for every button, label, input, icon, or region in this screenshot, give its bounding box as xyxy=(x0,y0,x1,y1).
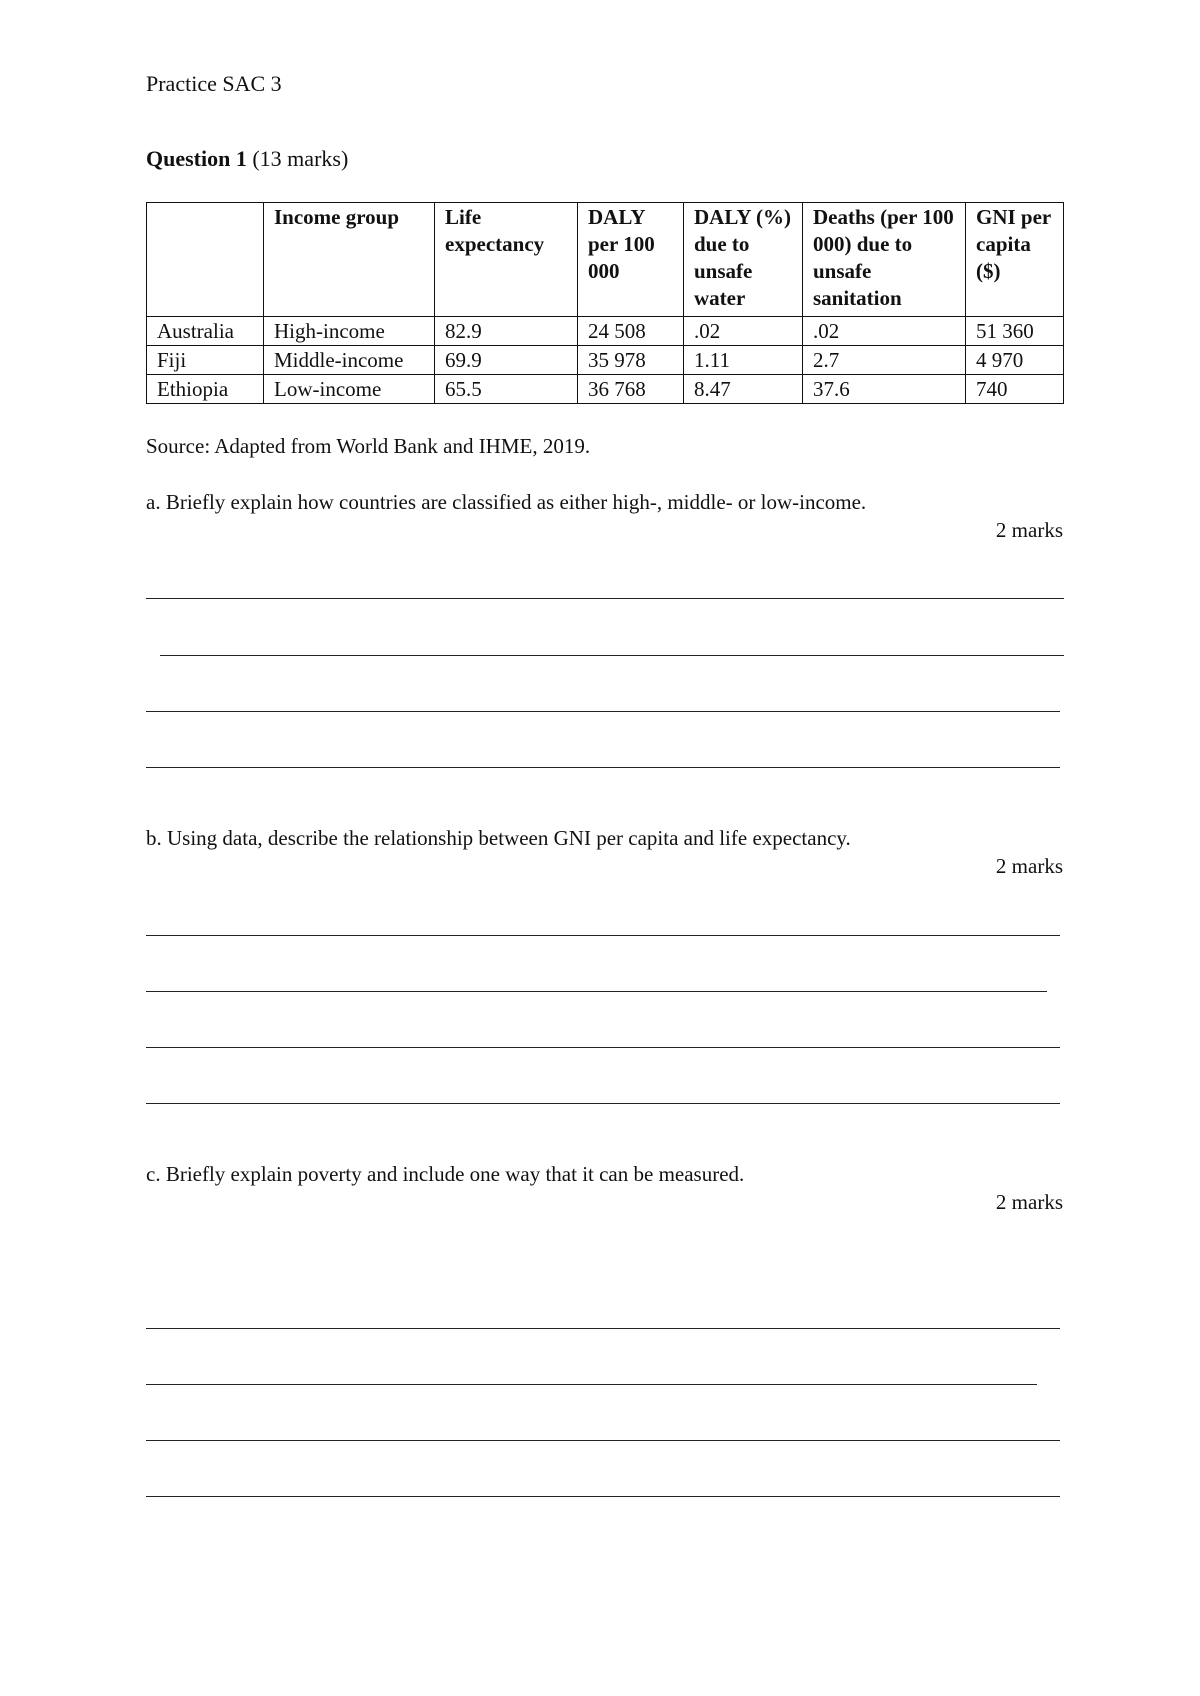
answer-line[interactable] xyxy=(146,935,1060,936)
header-cell: GNI per capita ($) xyxy=(966,203,1064,317)
answer-line[interactable] xyxy=(146,598,1064,599)
answer-line[interactable] xyxy=(146,1440,1060,1441)
table-cell: Low-income xyxy=(264,375,435,404)
answer-line[interactable] xyxy=(146,767,1060,768)
table-cell: 24 508 xyxy=(578,317,684,346)
table-cell: Middle-income xyxy=(264,346,435,375)
header-cell: Income group xyxy=(264,203,435,317)
table-cell: 35 978 xyxy=(578,346,684,375)
table-cell: Australia xyxy=(147,317,264,346)
table-cell: 51 360 xyxy=(966,317,1064,346)
header-cell: Deaths (per 100 000) due to unsafe sanitation xyxy=(803,203,966,317)
table-header-row xyxy=(147,203,1064,317)
answer-line[interactable] xyxy=(146,1496,1060,1497)
table-cell: Fiji xyxy=(147,346,264,375)
table-row xyxy=(147,375,1064,404)
table-cell: 4 970 xyxy=(966,346,1064,375)
table-cell: 37.6 xyxy=(803,375,966,404)
header-cell: DALY (%) due to unsafe water xyxy=(684,203,803,317)
question-c-marks: 2 marks xyxy=(995,1190,1063,1214)
page-header: Practice SAC 3 xyxy=(146,71,282,96)
question-title xyxy=(146,146,348,172)
table-row xyxy=(147,346,1064,375)
header-cell: Life expectancy xyxy=(435,203,578,317)
data-table xyxy=(146,202,1064,404)
table-cell: 36 768 xyxy=(578,375,684,404)
table-row xyxy=(147,317,1064,346)
answer-line[interactable] xyxy=(146,991,1047,992)
table-source: Source: Adapted from World Bank and IHME, 2019. xyxy=(146,434,591,458)
answer-line[interactable] xyxy=(146,1103,1060,1104)
question-b-text: b. Using data, describe the relationship between GNI per capita and life expectancy. xyxy=(146,826,851,850)
question-b-marks: 2 marks xyxy=(995,854,1063,878)
answer-line[interactable] xyxy=(146,1328,1060,1329)
table-cell: 2.7 xyxy=(803,346,966,375)
answer-line[interactable] xyxy=(146,1047,1060,1048)
answer-line[interactable] xyxy=(146,1384,1037,1385)
table-cell: Ethiopia xyxy=(147,375,264,404)
question-marks: (13 marks) xyxy=(252,146,349,171)
answer-line[interactable] xyxy=(146,711,1060,712)
question-c-text: c. Briefly explain poverty and include one way that it can be measured. xyxy=(146,1162,745,1186)
header-cell: DALY per 100 000 xyxy=(578,203,684,317)
table-cell: .02 xyxy=(803,317,966,346)
question-label: Question 1 xyxy=(146,146,247,171)
answer-line[interactable] xyxy=(160,655,1064,656)
table-cell: 69.9 xyxy=(435,346,578,375)
question-a-text: a. Briefly explain how countries are classified as either high-, middle- or low-income. xyxy=(146,490,867,514)
table-cell: 65.5 xyxy=(435,375,578,404)
table-cell: High-income xyxy=(264,317,435,346)
table-cell: 8.47 xyxy=(684,375,803,404)
question-a-marks: 2 marks xyxy=(995,518,1063,542)
table-cell: 1.11 xyxy=(684,346,803,375)
table-cell: 740 xyxy=(966,375,1064,404)
header-cell xyxy=(147,203,264,317)
table-cell: .02 xyxy=(684,317,803,346)
table-cell: 82.9 xyxy=(435,317,578,346)
